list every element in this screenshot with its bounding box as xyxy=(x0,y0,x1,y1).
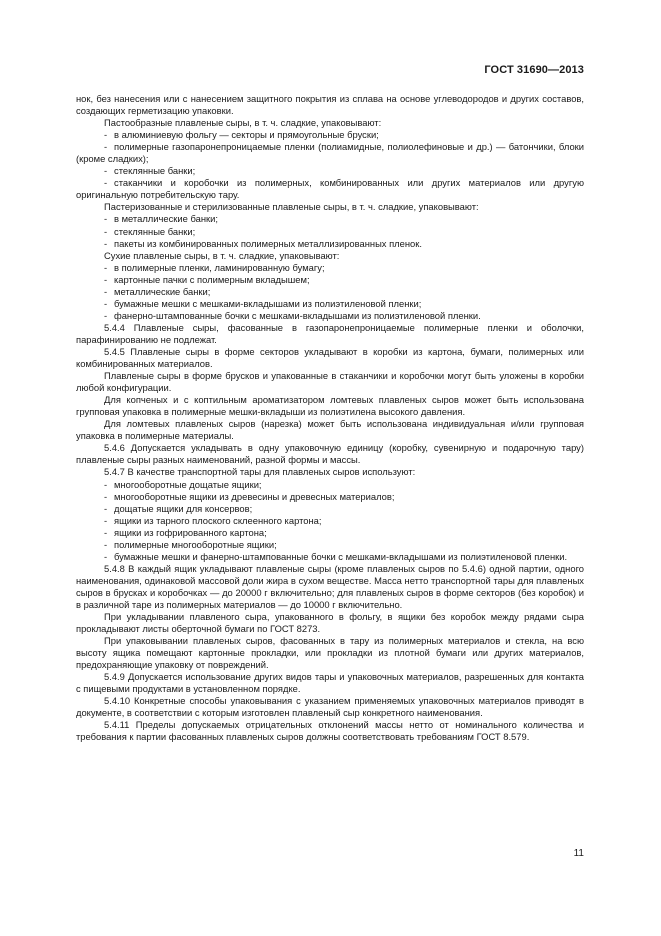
paragraph: При укладывании плавленого сыра, упакованного в фольгу, в ящики без коробок между рядами сыра прокладывают листы оберточной бумаги по ГОСТ 8273. xyxy=(76,611,584,635)
list-item xyxy=(76,551,584,563)
list-bullet: - xyxy=(104,309,108,321)
list-bullet: - xyxy=(104,550,108,562)
document-code: ГОСТ 31690—2013 xyxy=(484,64,584,76)
list-bullet: - xyxy=(104,478,108,490)
paragraph: 5.4.6 Допускается укладывать в одну упаковочную единицу (коробку, сувенирную и подарочную тару) плавленые сыры разных наименований, разной формы и массы. xyxy=(76,442,584,466)
list-item xyxy=(76,286,584,298)
list-item-text: металлические банки; xyxy=(114,285,211,297)
list-bullet: - xyxy=(104,141,108,153)
paragraph: Плавленые сыры в форме брусков и упакованные в стаканчики и коробочки могут быть уложены в коробки любой конфигурации. xyxy=(76,370,584,394)
list-item xyxy=(76,491,584,503)
list-item-text: пакеты из комбинированных полимерных металлизированных пленок. xyxy=(114,237,422,249)
list-item-text: бумажные мешки с мешками-вкладышами из полиэтиленовой пленки; xyxy=(114,297,422,309)
list-item xyxy=(76,274,584,286)
list-item xyxy=(76,226,584,238)
list-bullet: - xyxy=(104,165,108,177)
paragraph: нок, без нанесения или с нанесением защитного покрытия из сплава на основе углеводородов и других составов, создающих герметизацию упаковки. xyxy=(76,93,584,117)
list-bullet: - xyxy=(104,297,108,309)
list-item-text: полимерные многооборотные ящики; xyxy=(114,538,277,550)
list-item-text: картонные пачки с полимерным вкладышем; xyxy=(114,273,310,285)
list-item xyxy=(76,515,584,527)
paragraph: При упаковывании плавленых сыров, фасованных в тару из полимерных материалов и стекла, на всю высоту ящика помещают картонные прокладки, или прокладки из плотной бумаги или других материалов, предохраняющие упаковку от повреждений. xyxy=(76,635,584,671)
paragraph: Для ломтевых плавленых сыров (нарезка) может быть использована индивидуальная и/или групповая упаковка в полимерные материалы. xyxy=(76,418,584,442)
paragraph: Пастообразные плавленые сыры, в т. ч. сладкие, упаковывают: xyxy=(104,117,382,129)
list-item-text: бумажные мешки и фанерно-штампованные бочки с мешками-вкладышами из полиэтиленовой пленки. xyxy=(114,550,568,562)
list-item-text: многооборотные дощатые ящики; xyxy=(114,478,262,490)
list-bullet: - xyxy=(104,538,108,550)
list-bullet: - xyxy=(104,273,108,285)
paragraph: 5.4.10 Конкретные способы упаковывания с указанием применяемых упаковочных материалов приводят в документе, в соответствии с которым изготовлен плавленый сыр конкретного наименования. xyxy=(76,695,584,719)
list-bullet: - xyxy=(104,129,108,141)
list-item xyxy=(76,238,584,250)
list-item-text: стаканчики и коробочки из полимерных, комбинированных или других материалов или другую оригинальную потребительскую тару. xyxy=(76,177,584,201)
list-item-text: в алюминиевую фольгу — секторы и прямоугольные бруски; xyxy=(114,129,379,141)
list-item xyxy=(76,141,584,165)
paragraph: Пастеризованные и стерилизованные плавленые сыры, в т. ч. сладкие, упаковывают: xyxy=(104,201,479,213)
list-item xyxy=(76,177,584,201)
list-bullet: - xyxy=(104,261,108,273)
list-bullet: - xyxy=(104,502,108,514)
paragraph: 5.4.9 Допускается использование других видов тары и упаковочных материалов, разрешенных для контакта с пищевыми продуктами в установленном порядке. xyxy=(76,671,584,695)
list-item xyxy=(76,165,584,177)
paragraph: Сухие плавленые сыры, в т. ч. сладкие, упаковывают: xyxy=(104,249,340,261)
paragraph: 5.4.11 Пределы допускаемых отрицательных отклонений массы нетто от номинального количества и требования к партии фасованных плавленых сыров должны соответствовать требованиям ГОСТ 8.579. xyxy=(76,719,584,743)
list-bullet: - xyxy=(104,285,108,297)
list-bullet: - xyxy=(104,237,108,249)
list-item-text: многооборотные ящики из древесины и древесных материалов; xyxy=(114,490,395,502)
list-bullet: - xyxy=(104,514,108,526)
list-item xyxy=(76,262,584,274)
list-bullet: - xyxy=(104,177,108,189)
list-item xyxy=(76,298,584,310)
list-item xyxy=(76,527,584,539)
list-item-text: дощатые ящики для консервов; xyxy=(114,502,253,514)
list-item-text: ящики из тарного плоского склеенного картона; xyxy=(114,514,322,526)
paragraph: 5.4.4 Плавленые сыры, фасованные в газопаронепроницаемые полимерные пленки и оболочки, парафинированию не подлежат. xyxy=(76,321,584,345)
list-item xyxy=(76,479,584,491)
list-item xyxy=(76,503,584,515)
list-item-text: полимерные газопаронепроницаемые пленки (полиамидные, полиолефиновые и др.) — батончики, блоки (кроме сладких); xyxy=(76,141,584,165)
list-bullet: - xyxy=(104,213,108,225)
list-item xyxy=(76,310,584,322)
list-item-text: в металлические банки; xyxy=(114,213,218,225)
list-item-text: фанерно-штампованные бочки с мешками-вкладышами из полиэтиленовой пленки. xyxy=(114,309,481,321)
list-bullet: - xyxy=(104,490,108,502)
page-number: 11 xyxy=(573,848,584,859)
list-item xyxy=(76,213,584,225)
paragraph: 5.4.5 Плавленые сыры в форме секторов укладывают в коробки из картона, бумаги, полимерных или комбинированных материалов. xyxy=(76,345,584,370)
paragraph: 5.4.7 В качестве транспортной тары для плавленых сыров используют: xyxy=(104,466,416,478)
list-item-text: в полимерные пленки, ламинированную бумагу; xyxy=(114,261,325,273)
paragraph: Для копченых и с коптильным ароматизатором ломтевых плавленых сыров может быть использована групповая упаковка в полимерные мешки-вкладыши из полиэтилена высокого давления. xyxy=(76,394,584,418)
list-bullet: - xyxy=(104,526,108,538)
list-item xyxy=(76,129,584,141)
list-bullet: - xyxy=(104,225,108,237)
list-item-text: ящики из гофрированного картона; xyxy=(114,526,267,538)
list-item-text: стеклянные банки; xyxy=(114,225,196,237)
paragraph: 5.4.8 В каждый ящик укладывают плавленые сыры (кроме плавленых сыров по 5.4.6) одной партии, одного наименования, одинаковой массовой доли жира в сухом веществе. Масса нетто транспортной тары для плавленых сыров в брусках и коробочках — до 20000 г включительно; для плавленых сыров в форме секторов (без коробок) и в различной таре из полимерных материалов — до 10000 г включительно. xyxy=(76,562,584,610)
list-item xyxy=(76,539,584,551)
list-item-text: стеклянные банки; xyxy=(114,165,196,177)
document-body xyxy=(76,93,584,744)
